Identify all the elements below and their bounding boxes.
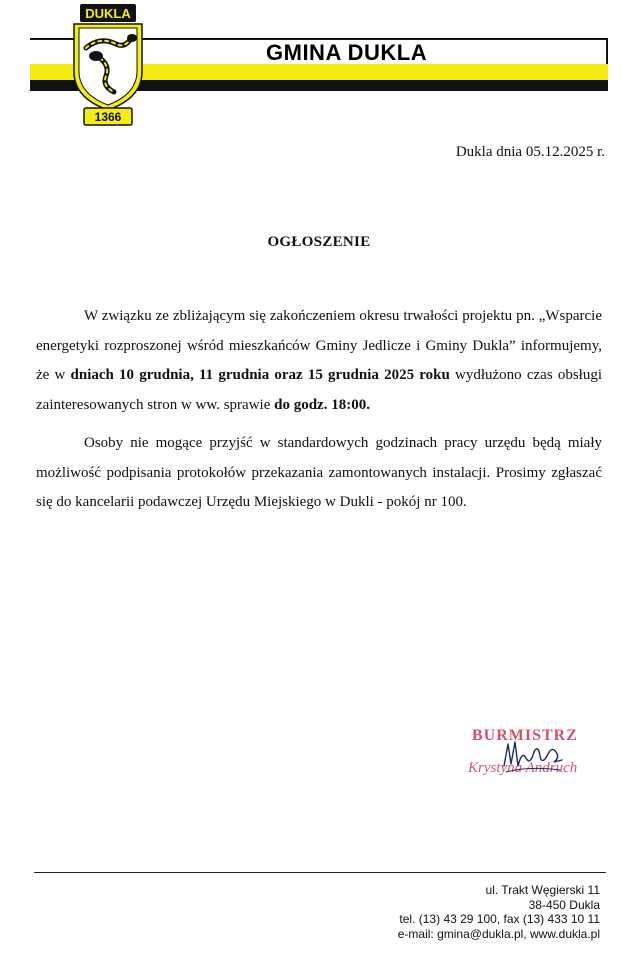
signatory-title: BURMISTRZ (472, 727, 578, 744)
footer-contact (398, 883, 600, 941)
paragraph-1-dates: dniach 10 grudnia, 11 grudnia oraz 15 grudnia 2025 roku (70, 367, 450, 383)
organization-name: GMINA DUKLA (266, 40, 428, 65)
footer-divider (34, 872, 606, 873)
footer-postal: 38-450 Dukla (528, 897, 600, 912)
footer-email: e-mail: gmina@dukla.pl, www.dukla.pl (397, 926, 600, 941)
signatory-name: Krystyna Andruch (468, 760, 578, 776)
handwritten-signature (498, 736, 568, 782)
document-title: OGŁOSZENIE (267, 234, 371, 250)
signature-block (462, 722, 602, 792)
paragraph-1-intro: W związku ze zbliżającym się zakończeniem okresu trwałości projektu pn. „Wsparcie energetyki rozproszonej wśród mieszkańców Gminy Jedlicze i Gminy Dukla” informujemy, że w (36, 308, 602, 383)
paragraph-1-middle: wydłużono czas obsługi zainteresowanych stron w ww. sprawie (36, 367, 603, 413)
announcement-body (36, 302, 602, 527)
crest-top-text: DUKLA (85, 6, 131, 21)
document-date: Dukla dnia 05.12.2025 r. (455, 144, 605, 160)
footer-phone: tel. (13) 43 29 100, fax (13) 433 10 11 (399, 912, 600, 926)
crest-year-text: 1366 (94, 110, 122, 124)
paragraph-2: Osoby nie mogące przyjść w standardowych godzinach pracy urzędu będą miały możliwość podpisania protokołów przekazania zamontowanych instalacji. Prosimy zgłaszać się do kancelarii podawczej Urzędu Miejskiego w Dukli - pokój nr 100. (36, 435, 602, 510)
paragraph-1 (36, 302, 602, 420)
coat-of-arms-logo (60, 2, 156, 126)
paragraph-1-time: do godz. 18:00. (274, 396, 370, 413)
footer-street: ul. Trakt Węgierski 11 (485, 883, 600, 897)
